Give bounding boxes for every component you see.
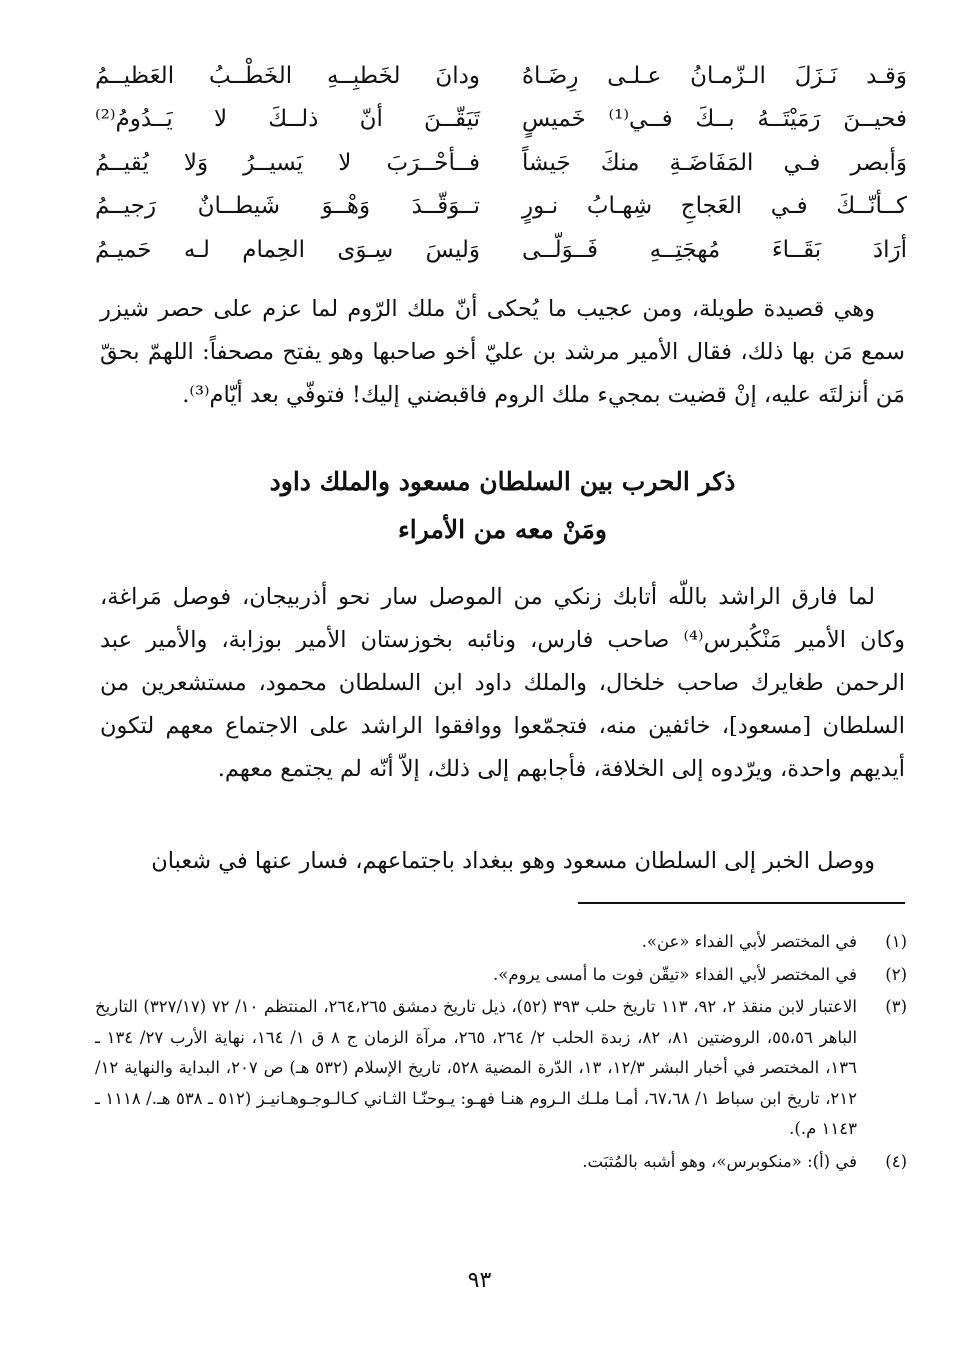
- footnote: [95, 927, 907, 958]
- verse-row: [95, 99, 907, 143]
- footnote-number: (٣): [885, 997, 907, 1016]
- verse-first-hemistich: أرَادَ بَقَــاءَ مُهجَتِــهِ فَــوَلّــى: [522, 236, 907, 263]
- footnote-number: (١): [885, 932, 907, 951]
- footnote-text: في (أ): «منكوبرس»، وهو أشبه بالمُثبَت.: [582, 1151, 857, 1171]
- footnote-number: (٢): [885, 964, 907, 984]
- footnote-number: (٤): [885, 1151, 907, 1171]
- verse-row: [95, 142, 907, 186]
- footnote-text: في المختصر لأبي الفداء «تيقّن فوت ما أمسى يروم».: [492, 964, 857, 984]
- footnote-divider: [578, 902, 905, 904]
- verse-row: [95, 55, 907, 99]
- verse-first-hemistich: كــأنّــكَ فـي العَجاجِ شِهـابُ نـورٍ: [522, 193, 907, 220]
- verse-second-hemistich: وَليسَ سِـوَى الحِمام لـه حَميـمُ: [95, 236, 480, 263]
- poem: [95, 55, 907, 273]
- footnote-text: الاعتبار لابن منقذ ٢، ٩٢، ١١٣ تاريخ حلب ٣٩٣ (٥٢)، ذيل تاريخ دمشق ٢٦٤،٢٦٥، المنتظم ١٠/ ٧٢ (٣٢٧/١٧) التاريخ الباهر ٥٥،٥٦، الروضتين ٨١، ٨٢، زبدة الحلب ٢/ ٢٦٤، ٢٦٥، مرآة الزمان ج ٨ ق ١/ ١٦٤، نهاية الأرب ٢٧/ ١٣٤ ـ ١٣٦، المختصر في أخبار البشر ١٢/٣، ١٣، الدّرة المضية ٥٢٨، تاريخ الإسلام (٥٣٢ هـ) ص ٢٠٧، البداية والنهاية ١٢/ ٢١٢، تاريخ ابن سباط ١/ ٦٧،٦٨، أمـا ملـك الـروم هنـا فهـو: يـوحنّـا الثـاني كـالـوجـوهـانيـز (٥١٢ ـ ٥٣٨ هـ./ ١١١٨ ـ ١١٤٣ م.).: [95, 997, 858, 1138]
- paragraph-body: لما فارق الراشد باللّه أتابك زنكي من الموصل سار نحو أذربيجان، فوصل مَراغة، وكان الأمير مَنْكُبرس⁽⁴⁾ صاحب فارس، ونائبه بخوزستان الأمير بوزابة، والأمير عبد الرحمن طغايرك صاحب خلخال، والملك داود ابن السلطان محمود، مستشعرين من السلطان [مسعود]، خائفين منه، فتجمّعوا ووافقوا الراشد على الاجتماع معهم لتكون أيديهم واحدة، ويرّدوه إلى الخلافة، فأجابهم إلى ذلك، إلاّ أنّه لم يجتمع معهم.: [100, 584, 905, 782]
- verse-second-hemistich: فــأحْــرَبَ لا يَسيــرُ وَلا يُقيــمُ: [95, 149, 480, 176]
- page-number: ٩٣: [467, 1268, 492, 1293]
- verse-second-hemistich: تَيَقّــنَ أنّ ذلــكَ لا يَــدُومُ⁽²⁾: [95, 106, 480, 133]
- verse-first-hemistich: وَقـد نَـزَلَ الـزّمـانُ عـلـى رِضَـاهُ: [522, 62, 907, 89]
- section-heading: ذكر الحرب بين السلطان مسعود والملك داود: [269, 467, 736, 496]
- verse-second-hemistich: ودانَ لخَطبِــهِ الخَطْــبُ العَظيــمُ: [95, 62, 480, 89]
- verse-row: [95, 229, 907, 273]
- verse-first-hemistich: وَأبصر فـي المَفَاضَـةِ منكَ جَيشاً: [522, 149, 907, 176]
- paragraph-intro: وهي قصيدة طويلة، ومن عجيب ما يُحكى أنّ ملك الرّوم لما عزم على حصر شيزر سمع مَن بها ذلك، فقال الأمير مرشد بن عليّ أخو صاحبها وهو يفتح مصحفاً: اللهمّ بحقّ مَن أنزلتَه عليه، إنْ قضيت بمجيء ملك الروم فاقبضني إليك! فتوفّي بعد أيّام⁽³⁾.: [100, 296, 905, 408]
- footnote: [95, 1147, 907, 1178]
- footnote-text: في المختصر لأبي الفداء «عن».: [641, 932, 857, 951]
- section-subheading: ومَنْ معه من الأمراء: [398, 515, 607, 544]
- footnote: [95, 992, 907, 1145]
- verse-row: [95, 186, 907, 230]
- verse-first-hemistich: فحيــنَ رَمَيْتَــهُ بــكَ فــي⁽¹⁾ خَميسٍ: [522, 106, 907, 133]
- paragraph-continuation: ووصل الخبر إلى السلطان مسعود وهو ببغداد باجتماعهم، فسار عنها في شعبان: [151, 848, 875, 874]
- footnote: [95, 960, 907, 991]
- verse-second-hemistich: تــوَقّــدَ وَهْــوَ شَيطــانٌ رَجيــمُ: [95, 193, 480, 220]
- footnotes: [95, 927, 907, 1179]
